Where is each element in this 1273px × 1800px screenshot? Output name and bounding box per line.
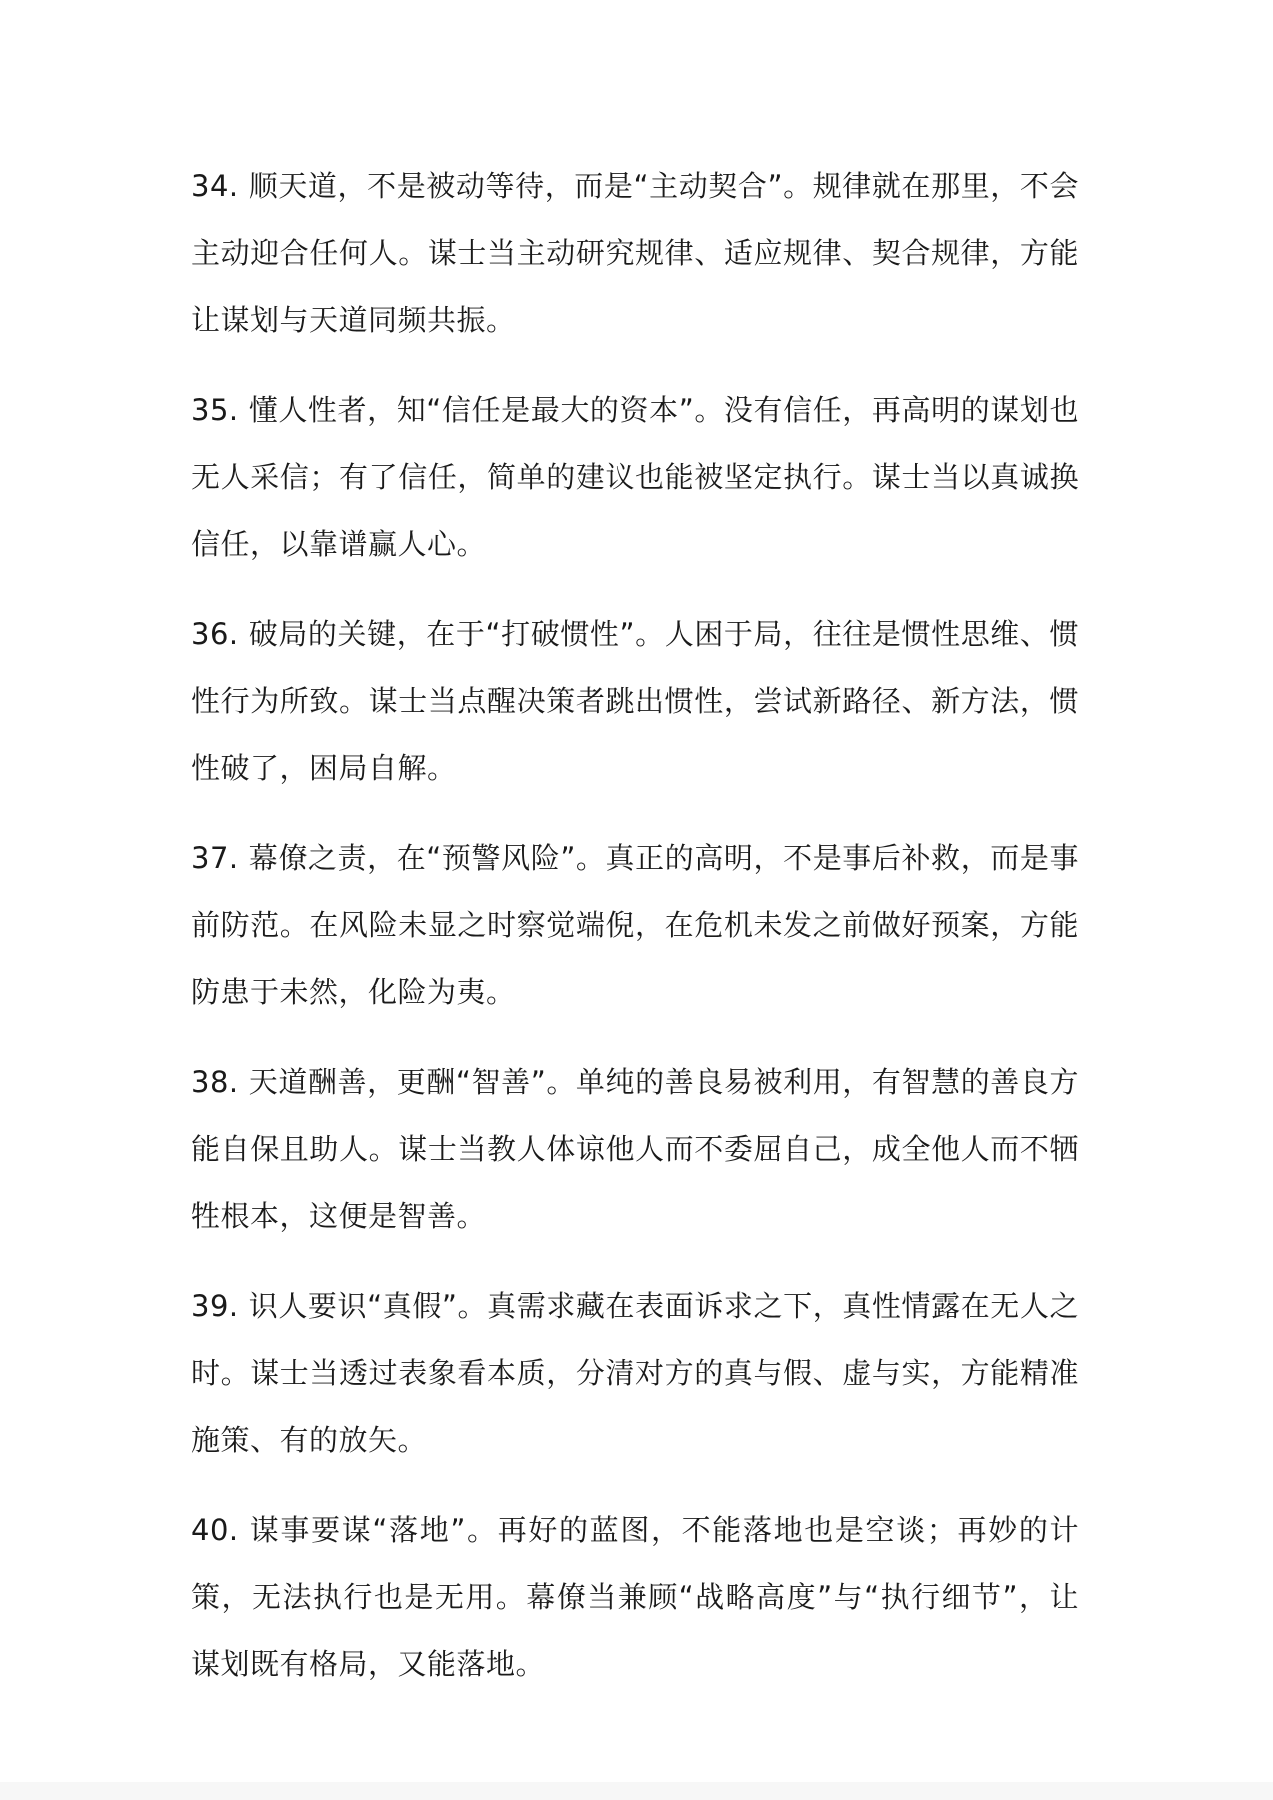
paragraph-39	[191, 1273, 1079, 1474]
paragraph-number: 37.	[191, 841, 239, 875]
paragraph-number: 38.	[191, 1065, 239, 1099]
page-bottom-edge	[0, 1782, 1273, 1800]
paragraph-40	[191, 1497, 1079, 1698]
document-body	[191, 153, 1079, 1721]
paragraph-text: 破局的关键，在于“打破惯性”。人困于局，往往是惯性思维、惯性行为所致。谋士当点醒决策者跳出惯性，尝试新路径、新方法，惯性破了，困局自解。	[191, 617, 1079, 785]
paragraph-text: 懂人性者，知“信任是最大的资本”。没有信任，再高明的谋划也无人采信；有了信任，简单的建议也能被坚定执行。谋士当以真诚换信任，以靠谱赢人心。	[191, 393, 1079, 561]
paragraph-number: 36.	[191, 617, 239, 651]
paragraph-number: 39.	[191, 1289, 239, 1323]
paragraph-number: 35.	[191, 393, 239, 427]
paragraph-text: 谋事要谋“落地”。再好的蓝图，不能落地也是空谈；再妙的计策，无法执行也是无用。幕僚当兼顾“战略高度”与“执行细节”，让谋划既有格局，又能落地。	[191, 1513, 1079, 1681]
paragraph-number: 34.	[191, 169, 239, 203]
paragraph-34	[191, 153, 1079, 354]
paragraph-text: 幕僚之责，在“预警风险”。真正的高明，不是事后补救，而是事前防范。在风险未显之时察觉端倪，在危机未发之前做好预案，方能防患于未然，化险为夷。	[191, 841, 1079, 1009]
paragraph-36	[191, 601, 1079, 802]
paragraph-37	[191, 825, 1079, 1026]
paragraph-number: 40.	[191, 1513, 239, 1547]
paragraph-35	[191, 377, 1079, 578]
paragraph-text: 识人要识“真假”。真需求藏在表面诉求之下，真性情露在无人之时。谋士当透过表象看本质，分清对方的真与假、虚与实，方能精准施策、有的放矢。	[191, 1289, 1079, 1457]
paragraph-38	[191, 1049, 1079, 1250]
paragraph-text: 天道酬善，更酬“智善”。单纯的善良易被利用，有智慧的善良方能自保且助人。谋士当教人体谅他人而不委屈自己，成全他人而不牺牲根本，这便是智善。	[191, 1065, 1079, 1233]
paragraph-text: 顺天道，不是被动等待，而是“主动契合”。规律就在那里，不会主动迎合任何人。谋士当主动研究规律、适应规律、契合规律，方能让谋划与天道同频共振。	[191, 169, 1079, 337]
